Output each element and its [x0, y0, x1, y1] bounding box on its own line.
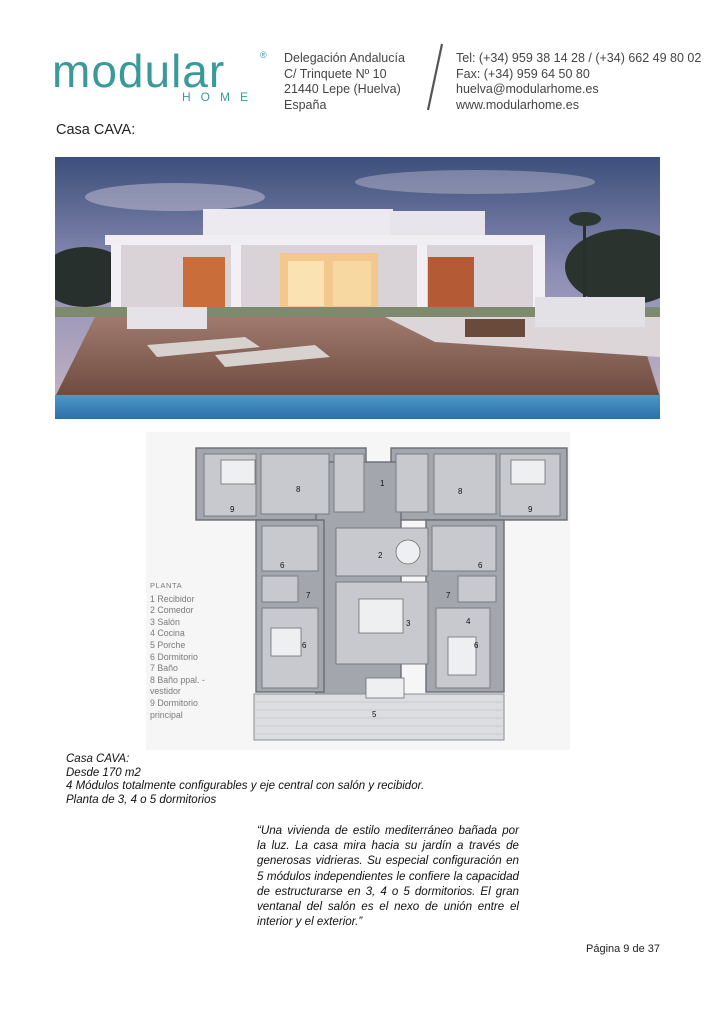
- caption-line: Desde 170 m2: [66, 766, 141, 779]
- house-photo: [55, 157, 660, 419]
- page-title: Casa CAVA:: [56, 122, 136, 138]
- address-line: Delegación Andalucía: [284, 51, 405, 65]
- room-number: 9: [528, 505, 533, 514]
- legend-title: PLANTA: [150, 581, 183, 590]
- legend-item: 5 Porche: [150, 639, 186, 650]
- website-link[interactable]: www.modularhome.es: [456, 97, 579, 112]
- room-number: 3: [406, 619, 411, 628]
- company-logo: [52, 45, 272, 118]
- room-number: 2: [378, 551, 383, 560]
- floor-plan: [146, 432, 570, 750]
- room-number: 7: [306, 591, 311, 600]
- legend-item: 2 Comedor: [150, 605, 194, 616]
- legend-item: 7 Baño: [150, 663, 178, 674]
- fax-line: Fax: (+34) 959 64 50 80: [456, 66, 590, 81]
- plan-legend: [150, 580, 260, 721]
- caption-line: Planta de 3, 4 o 5 dormitorios: [66, 793, 217, 806]
- address-line: C/ Trinquete Nº 10: [284, 66, 387, 81]
- legend-item: 9 Dormitorio: [150, 697, 198, 708]
- legend-item: principal: [150, 709, 183, 720]
- description-quote: “Una vivienda de estilo mediterráneo bañada por la luz. La casa mira hacia su jardín a través de generosas vidrieras. Su especial configuración en 5 módulos independientes le confiere la capacidad de estructurarse en 3, 4 o 5 dormitorios. El gran ventanal del salón es el nexo de unión entre el interior y el exterior.”: [257, 824, 519, 929]
- address-block: [284, 51, 424, 113]
- legend-item: 8 Baño ppal. -: [150, 674, 205, 685]
- room-number: 6: [474, 641, 479, 650]
- room-number: 6: [280, 561, 285, 570]
- logo-registered-mark: ®: [260, 50, 267, 60]
- address-line: 21440 Lepe (Huelva): [284, 82, 401, 96]
- logo-wordmark: modular: [52, 45, 226, 97]
- page-number: Página 9 de 37: [586, 943, 661, 955]
- legend-item: 1 Recibidor: [150, 593, 195, 604]
- room-number: 8: [296, 485, 301, 494]
- address-line: España: [284, 97, 327, 112]
- room-number: 5: [372, 710, 377, 719]
- legend-item: 3 Salón: [150, 616, 180, 627]
- room-number: 8: [458, 487, 463, 496]
- caption-line: Casa CAVA:: [66, 753, 130, 765]
- contact-block: [456, 51, 726, 113]
- legend-item: vestidor: [150, 686, 181, 697]
- legend-item: 4 Cocina: [150, 628, 185, 639]
- room-number: 6: [478, 561, 483, 570]
- phone-line: Tel: (+34) 959 38 14 28 / (+34) 662 49 80 02: [456, 51, 702, 65]
- slash-divider: [420, 42, 450, 112]
- email-link[interactable]: huelva@modularhome.es: [456, 82, 599, 96]
- caption-block: [66, 753, 586, 807]
- caption-line: 4 Módulos totalmente configurables y eje central con salón y recibidor.: [66, 780, 425, 793]
- room-number: 7: [446, 591, 451, 600]
- logo-subtitle: HOME: [182, 90, 258, 104]
- room-number: 1: [380, 479, 385, 488]
- legend-item: 6 Dormitorio: [150, 651, 198, 662]
- room-number: 4: [466, 617, 471, 626]
- room-number: 9: [230, 505, 235, 514]
- room-number: 6: [302, 641, 307, 650]
